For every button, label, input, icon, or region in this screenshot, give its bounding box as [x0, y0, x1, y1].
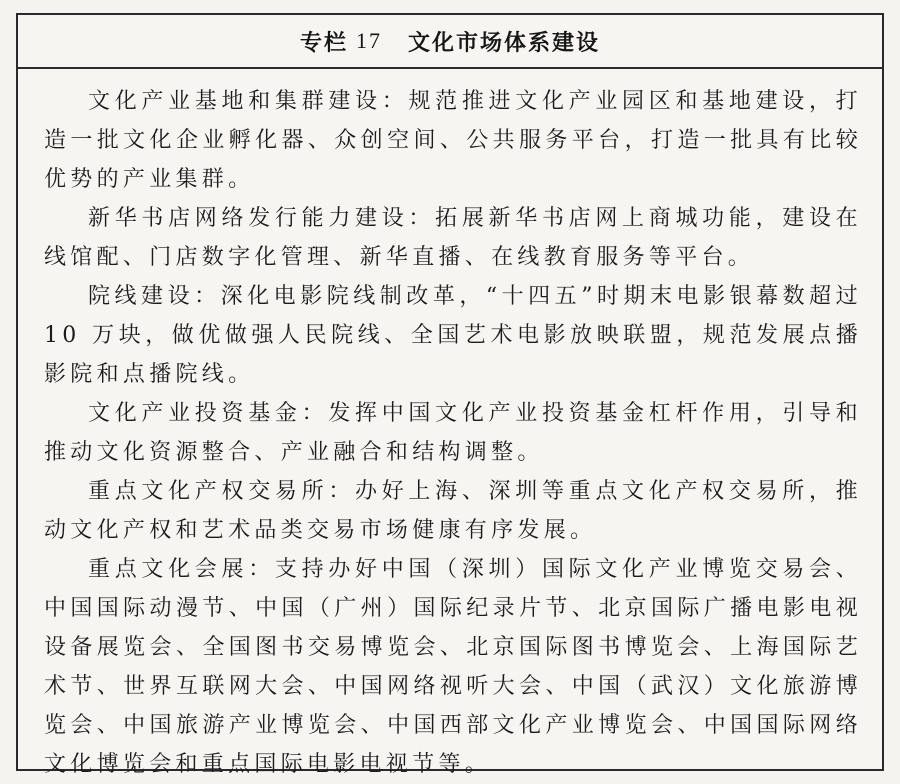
paragraph-xinhua-bookstore — [44, 199, 862, 277]
paragraph-lead: 院线建设： — [88, 284, 221, 309]
paragraph-text: 发挥中国文化产业投资基金杠杆作用，引导和推动文化资源整合、产业融合和结构调整。 — [44, 401, 862, 465]
paragraph-text: 规范推进文化产业园区和基地建设，打造一批文化企业孵化器、众创空间、公共服务平台，打造一批具有比较优势的产业集群。 — [44, 89, 862, 192]
paragraph-investment-fund — [44, 394, 862, 472]
paragraph-lead: 文化产业基地和集群建设： — [88, 89, 409, 114]
box-number: 17 — [356, 28, 382, 53]
box-content — [18, 69, 882, 784]
paragraph-exhibitions — [44, 550, 862, 784]
paragraph-text: 拓展新华书店网上商城功能，建设在线馆配、门店数字化管理、新华直播、在线教育服务等平台。 — [44, 206, 862, 270]
paragraph-cinema-chain — [44, 277, 862, 394]
paragraph-property-exchange — [44, 472, 862, 550]
paragraph-lead: 新华书店网络发行能力建设： — [88, 206, 436, 231]
paragraph-lead: 重点文化会展： — [88, 557, 275, 582]
paragraph-industry-base — [44, 82, 862, 199]
paragraph-lead: 文化产业投资基金： — [88, 401, 329, 426]
box-label: 专栏 — [299, 30, 348, 56]
paragraph-text: 办好上海、深圳等重点文化产权交易所，推动文化产权和艺术品类交易市场健康有序发展。 — [44, 479, 862, 543]
paragraph-text: 深化电影院线制改革，“十四五”时期末电影银幕数超过 10 万块，做优做强人民院线、全国艺术电影放映联盟，规范发展点播影院和点播院线。 — [44, 284, 862, 387]
feature-box — [16, 13, 884, 777]
paragraph-text: 支持办好中国（深圳）国际文化产业博览交易会、中国国际动漫节、中国（广州）国际纪录片节、北京国际广播电影电视设备展览会、全国图书交易博览会、北京国际图书博览会、上海国际艺术节、世界互联网大会、中国网络视听大会、中国（武汉）文化旅游博览会、中国旅游产业博览会、中国西部文化产业博览会、中国国际网络文化博览会和重点国际电影电视节等。 — [44, 557, 862, 777]
box-title: 文化市场体系建设 — [408, 30, 601, 56]
paragraph-lead: 重点文化产权交易所： — [88, 479, 356, 504]
box-header — [18, 15, 882, 69]
